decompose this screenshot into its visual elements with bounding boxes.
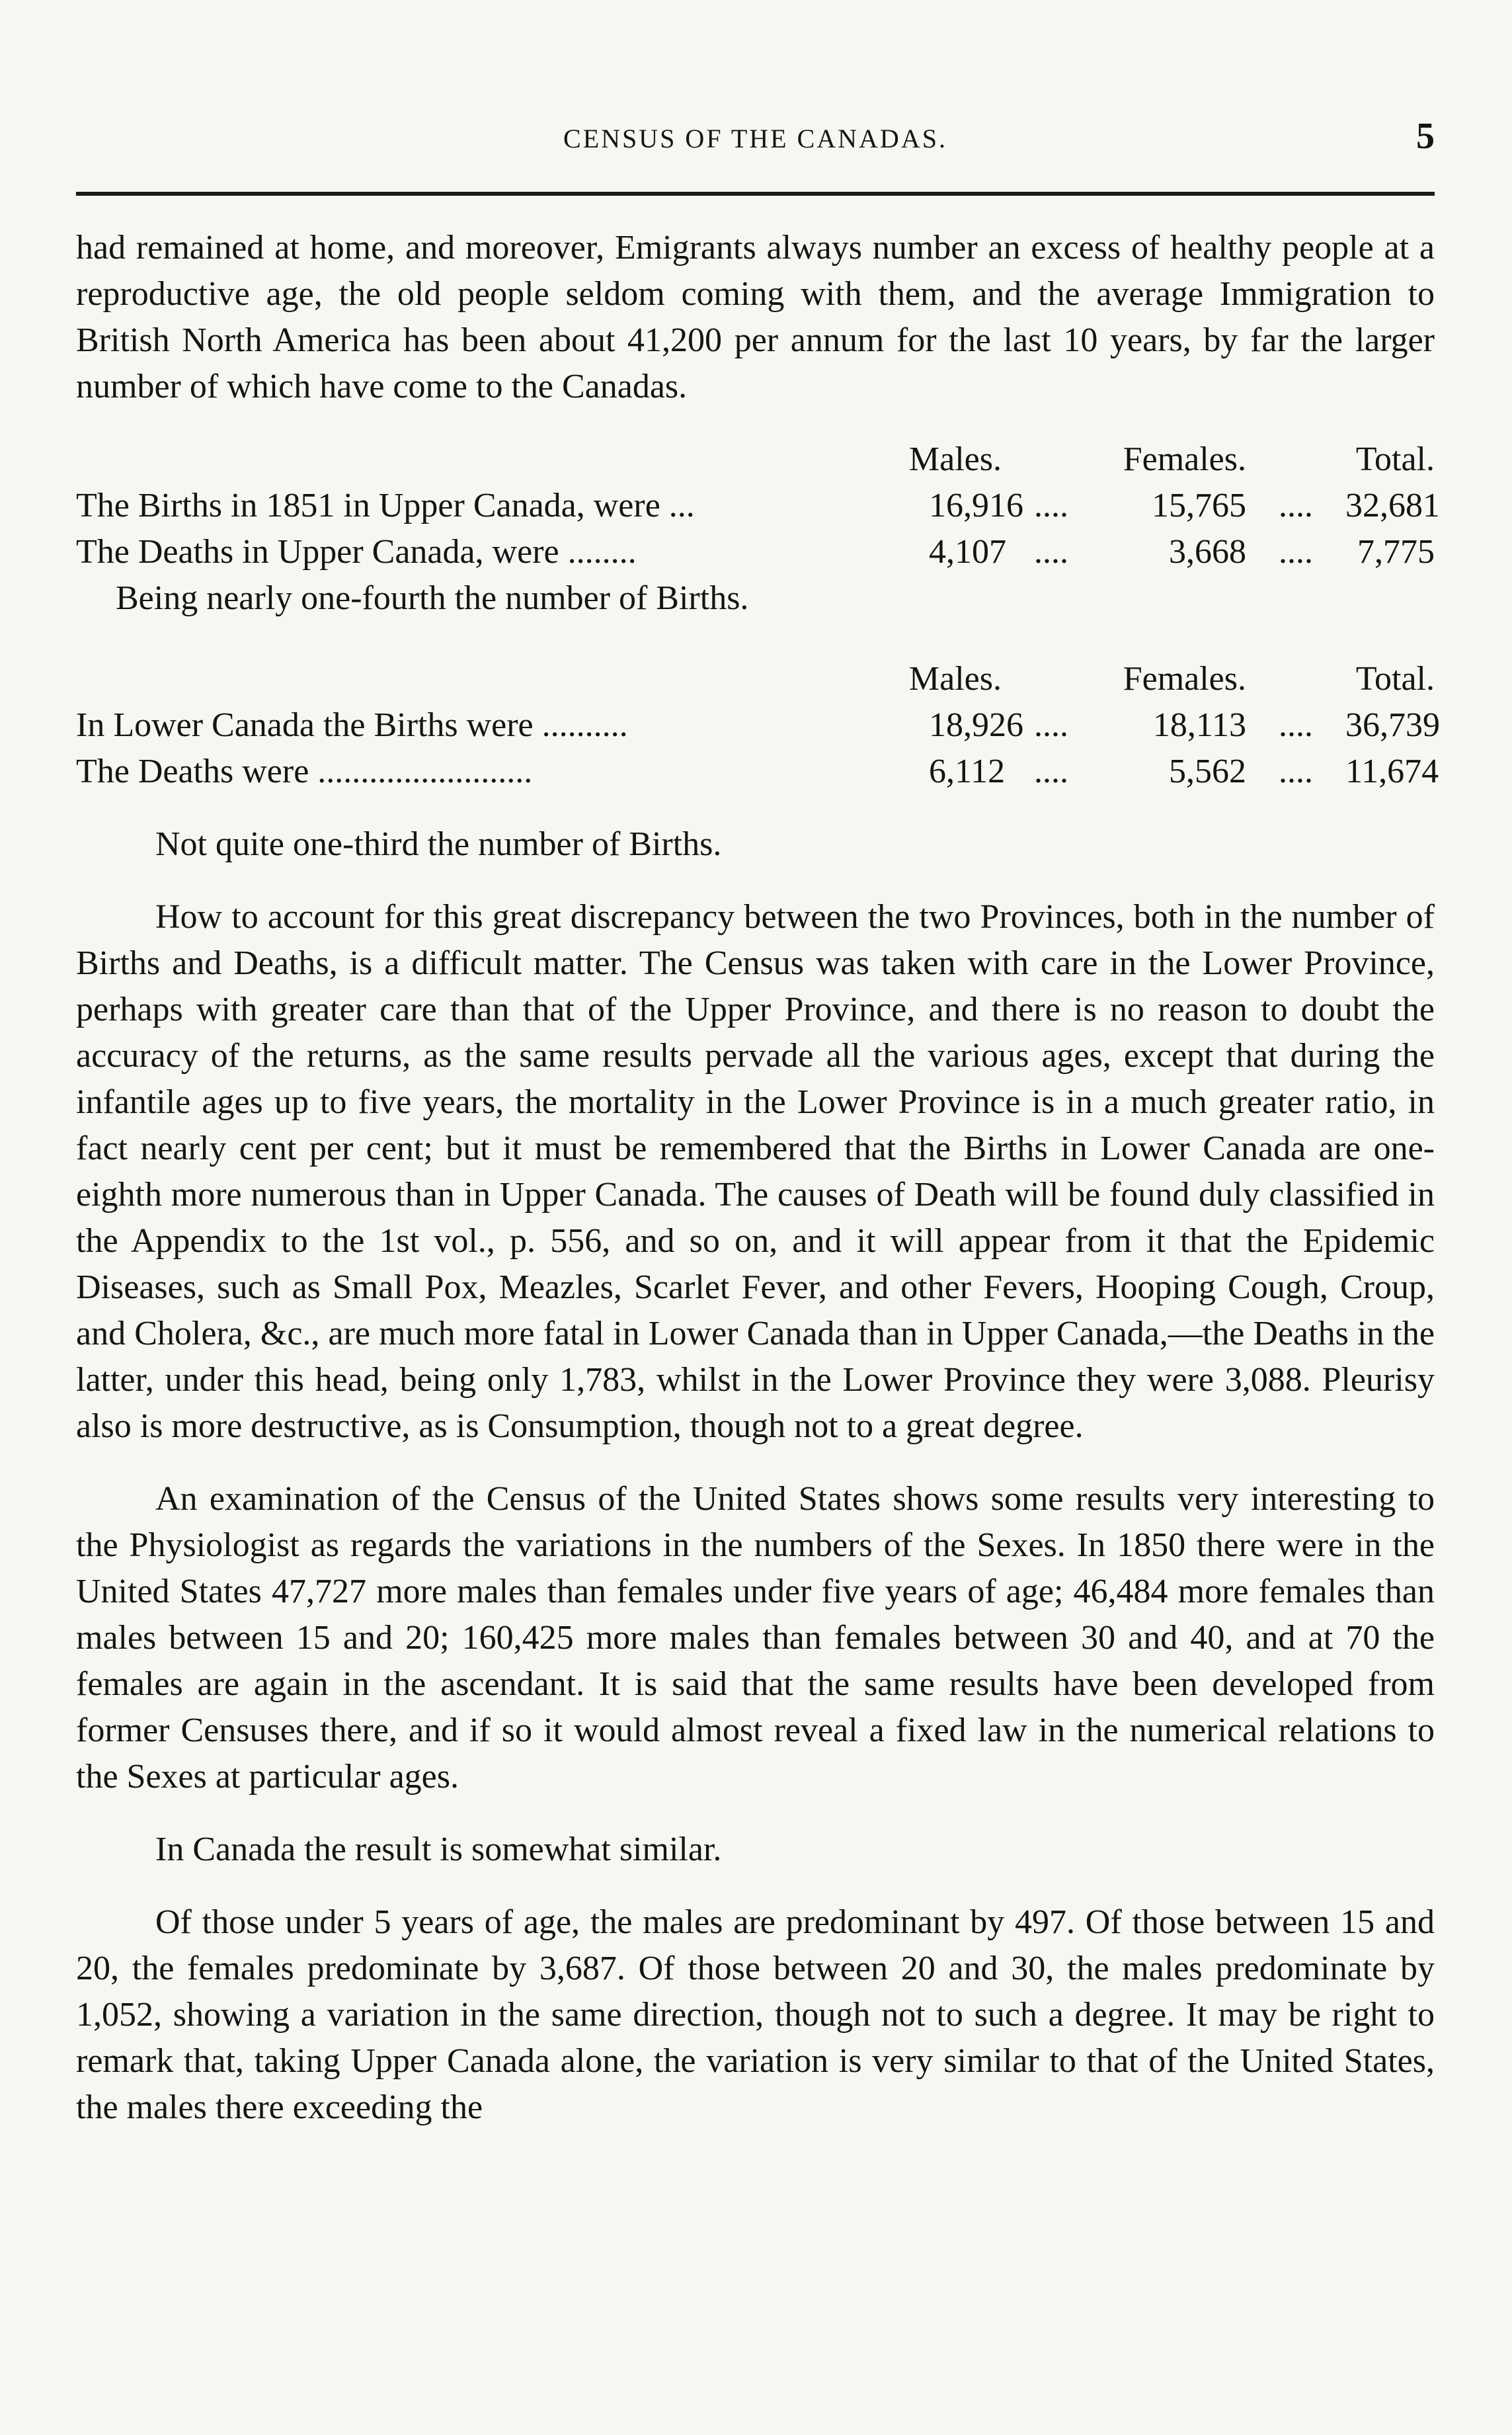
row-females: 3,668 <box>1169 533 1246 571</box>
paragraph-1: had remained at home, and moreover, Emigrants always number an excess of healthy people at a reproductive age, the old people seldom coming with them, and the average Immigration to British North America has been about 41,200 per annum for the last 10 years, by far the larger number of which have come to the Canadas. <box>76 229 1435 405</box>
paragraph-3: How to account for this great discrepancy between the two Provinces, both in the number of Births and Deaths, is a difficult matter. The Census was taken with care in the Lower Province, perhaps with greater care than that of the Upper Province, and there is no reason to doubt the accuracy of the returns, as the same results pervade all the various ages, except that during the infantile ages up to five years, the mortality in the Lower Province is in a much greater ratio, in fact nearly cent per cent; but it must be remembered that the Births in Lower Canada are one-eighth more numerous than in Upper Canada. The causes of Death will be found duly classified in the Appendix to the 1st vol., p. 556, and so on, and it will appear from it that the Epidemic Diseases, such as Small Pox, Meazles, Scarlet Fever, and other Fevers, Hooping Cough, Croup, and Cholera, &c., are much more fatal in Lower Canada than in Upper Canada,—the Deaths in the latter, under this head, being only 1,783, whilst in the Lower Province they were 3,088. Pleurisy also is more destructive, as is Consumption, though not to a great degree. <box>76 898 1435 1445</box>
row-leader: .... <box>1034 487 1068 524</box>
row-males: 6,112 <box>929 753 1006 790</box>
row-total: 36,739 <box>1345 706 1440 744</box>
header-total: Total. <box>1355 660 1435 698</box>
header-males: Males. <box>908 440 1002 478</box>
row-females: 15,765 <box>1152 487 1246 524</box>
table-row <box>76 529 1435 575</box>
page-header <box>76 116 1435 167</box>
row-total: 11,674 <box>1345 753 1439 790</box>
lower-canada-table <box>76 656 1440 795</box>
paragraph-5: In Canada the result is somewhat similar. <box>155 1831 722 1868</box>
table-row <box>76 749 1439 795</box>
row-label: The Deaths were ......................... <box>76 753 533 790</box>
row-females: 5,562 <box>1169 753 1246 790</box>
row-label: The Births in 1851 in Upper Canada, were ... <box>76 487 695 524</box>
table-note: Being nearly one-fourth the number of Births. <box>116 579 749 617</box>
table-header-row <box>76 656 1435 702</box>
row-label: The Deaths in Upper Canada, were ........ <box>76 533 637 571</box>
row-leader: .... <box>1034 753 1068 790</box>
row-leader: .... <box>1279 706 1313 744</box>
row-leader: .... <box>1279 753 1313 790</box>
row-females: 18,113 <box>1152 706 1246 744</box>
row-males: 4,107 <box>929 533 1006 571</box>
row-leader: .... <box>1279 533 1313 571</box>
table-row <box>76 483 1440 529</box>
paragraph-6: Of those under 5 years of age, the males are predominant by 497. Of those between 15 and 20, the females predominate by 3,687. Of those between 20 and 30, the males predominate by 1,052, showing a variation in the same direction, though not to such a degree. It may be right to remark that, taking Upper Canada alone, the variation is very similar to that of the United States, the males there exceeding the <box>76 1903 1435 2126</box>
row-label: In Lower Canada the Births were .......... <box>76 706 628 744</box>
row-leader: .... <box>1034 533 1068 571</box>
paragraph-2: Not quite one-third the number of Births. <box>155 825 722 863</box>
header-rule <box>76 192 1435 196</box>
table-header-row <box>76 436 1435 483</box>
row-leader: .... <box>1034 706 1068 744</box>
upper-canada-table <box>76 436 1440 622</box>
paragraph-4: An examination of the Census of the United States shows some results very interesting to the Physiologist as regards the variations in the numbers of the Sexes. In 1850 there were in the United States 47,727 more males than females under five years of age; 46,484 more females than males between 15 and 20; 160,425 more males than females between 30 and 40, and at 70 the females are again in the ascendant. It is said that the same results have been developed from former Censuses there, and if so it would almost reveal a fixed law in the numerical relations to the Sexes at particular ages. <box>76 1480 1435 1795</box>
body-text <box>76 225 1440 2131</box>
row-leader: .... <box>1279 487 1313 524</box>
row-total: 7,775 <box>1357 533 1435 571</box>
row-males: 16,916 <box>929 487 1023 524</box>
page-number: 5 <box>1416 116 1435 157</box>
header-females: Females. <box>1123 660 1246 698</box>
table-row <box>76 702 1440 749</box>
row-total: 32,681 <box>1345 487 1440 524</box>
running-head: CENSUS OF THE CANADAS. <box>563 124 947 153</box>
row-males: 18,926 <box>929 706 1023 744</box>
header-total: Total. <box>1355 440 1435 478</box>
header-males: Males. <box>908 660 1002 698</box>
header-females: Females. <box>1123 440 1246 478</box>
